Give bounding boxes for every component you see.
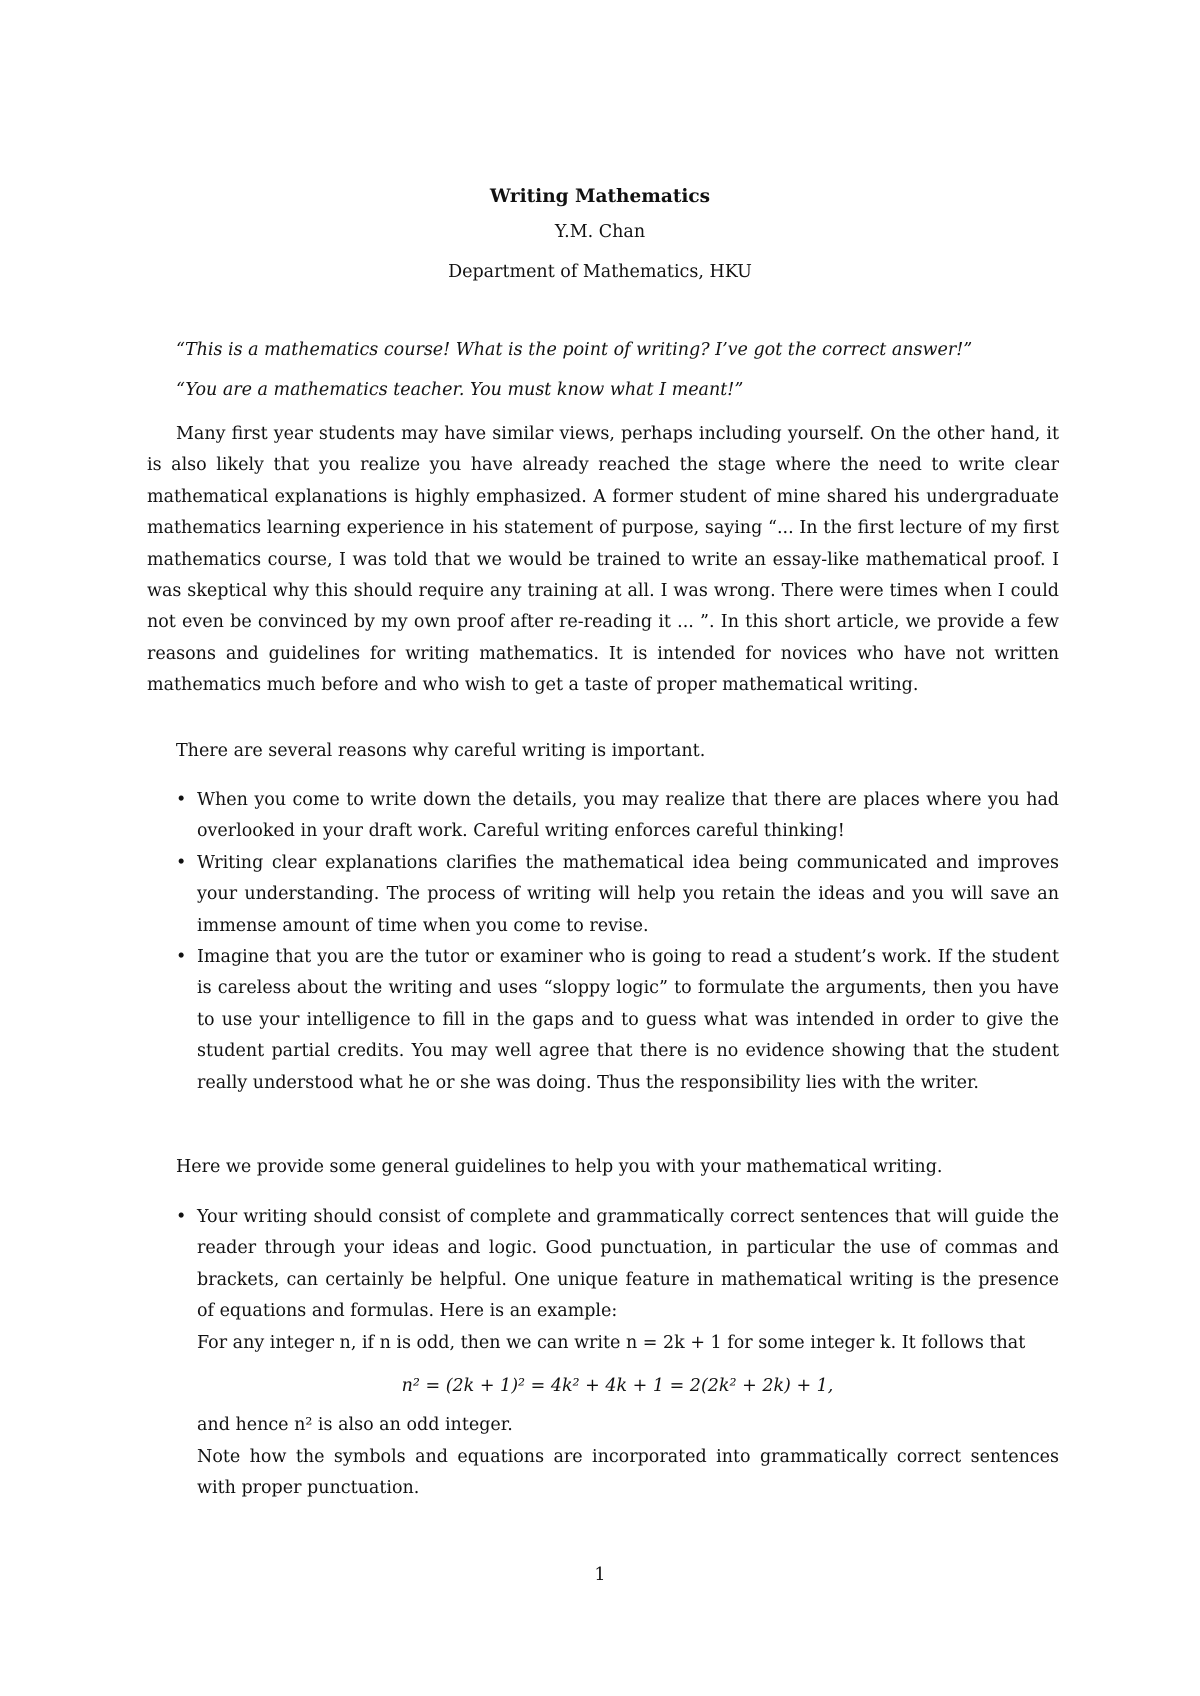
example-equation: n² = (2k + 1)² = 4k² + 4k + 1 = 2(2k² + 2k) + 1, — [401, 1376, 834, 1397]
example-line: For any integer n, if n is odd, then we can write n = 2k + 1 for some integer k. It follows that — [197, 1332, 1026, 1353]
list-item — [176, 848, 1059, 942]
punctuation-note: Note how the symbols and equations are incorporated into grammatically correct sentences with proper punctuation. — [197, 1446, 1059, 1499]
reason-text: When you come to write down the details, you may realize that there are places where you had overlooked in your draft work. Careful writing enforces careful thinking! — [197, 790, 1059, 842]
list-item — [176, 1202, 1059, 1505]
guidelines-list — [176, 1202, 1059, 1505]
guideline-text: Your writing should consist of complete and grammatically correct sentences that will guide the reader through your ideas and logic. Good punctuation, in particular the use of commas and brackets, can certainly be helpful. One unique feature in mathematical writing is the presence of equations and formulas. Here is an example: — [197, 1207, 1059, 1322]
bullet-icon: • — [176, 852, 187, 873]
bullet-icon: • — [176, 1207, 187, 1227]
department: Department of Mathematics, HKU — [448, 262, 752, 282]
guidelines-intro: Here we provide some general guidelines to help you with your mathematical writing. — [176, 1157, 943, 1177]
after-equation-text: and hence n² is also an odd integer. — [197, 1415, 513, 1436]
opening-quote-2: “You are a mathematics teacher. You must know what I meant!” — [176, 380, 744, 400]
bullet-icon: • — [176, 947, 187, 968]
page-number: 1 — [594, 1565, 606, 1585]
bullet-icon: • — [176, 790, 187, 810]
author-name: Y.M. Chan — [554, 222, 646, 242]
list-item — [176, 785, 1059, 848]
reasons-list — [176, 785, 1059, 1099]
list-item — [176, 942, 1059, 1099]
document-title: Writing Mathematics — [489, 186, 711, 207]
reasons-intro: There are several reasons why careful writing is important. — [176, 741, 706, 761]
opening-quote-1: “This is a mathematics course! What is the point of writing? I’ve got the correct answer!” — [176, 340, 973, 360]
intro-paragraph: Many first year students may have similar views, perhaps including yourself. On the other hand, it is also likely that you realize you have already reached the stage where the need to write clear mathematical explanations is highly emphasized. A former student of mine shared his undergraduate mathematics learning experience in his statement of purpose, saying “... In the first lecture of my first mathematics course, I was told that we would be trained to write an essay-like mathematical proof. I was skeptical why this should require any training at all. I was wrong. There were times when I could not even be convinced by my own proof after re-reading it ... ”. In this short article, we provide a few reasons and guidelines for writing mathematics. It is intended for novices who have not written mathematics much before and who wish to get a taste of proper mathematical writing. — [147, 424, 1059, 696]
reason-text: Imagine that you are the tutor or examiner who is going to read a student’s work. If the student is careless about the writing and uses “sloppy logic” to formulate the arguments, then you have to use your intelligence to fill in the gaps and to guess what was intended in order to give the student partial credits. You may well agree that there is no evidence showing that the student really understood what he or she was doing. Thus the responsibility lies with the writer. — [197, 947, 1059, 1093]
reason-text: Writing clear explanations clarifies the mathematical idea being communicated and improves your understanding. The process of writing will help you retain the ideas and you will save an immense amount of time when you come to revise. — [197, 852, 1059, 936]
